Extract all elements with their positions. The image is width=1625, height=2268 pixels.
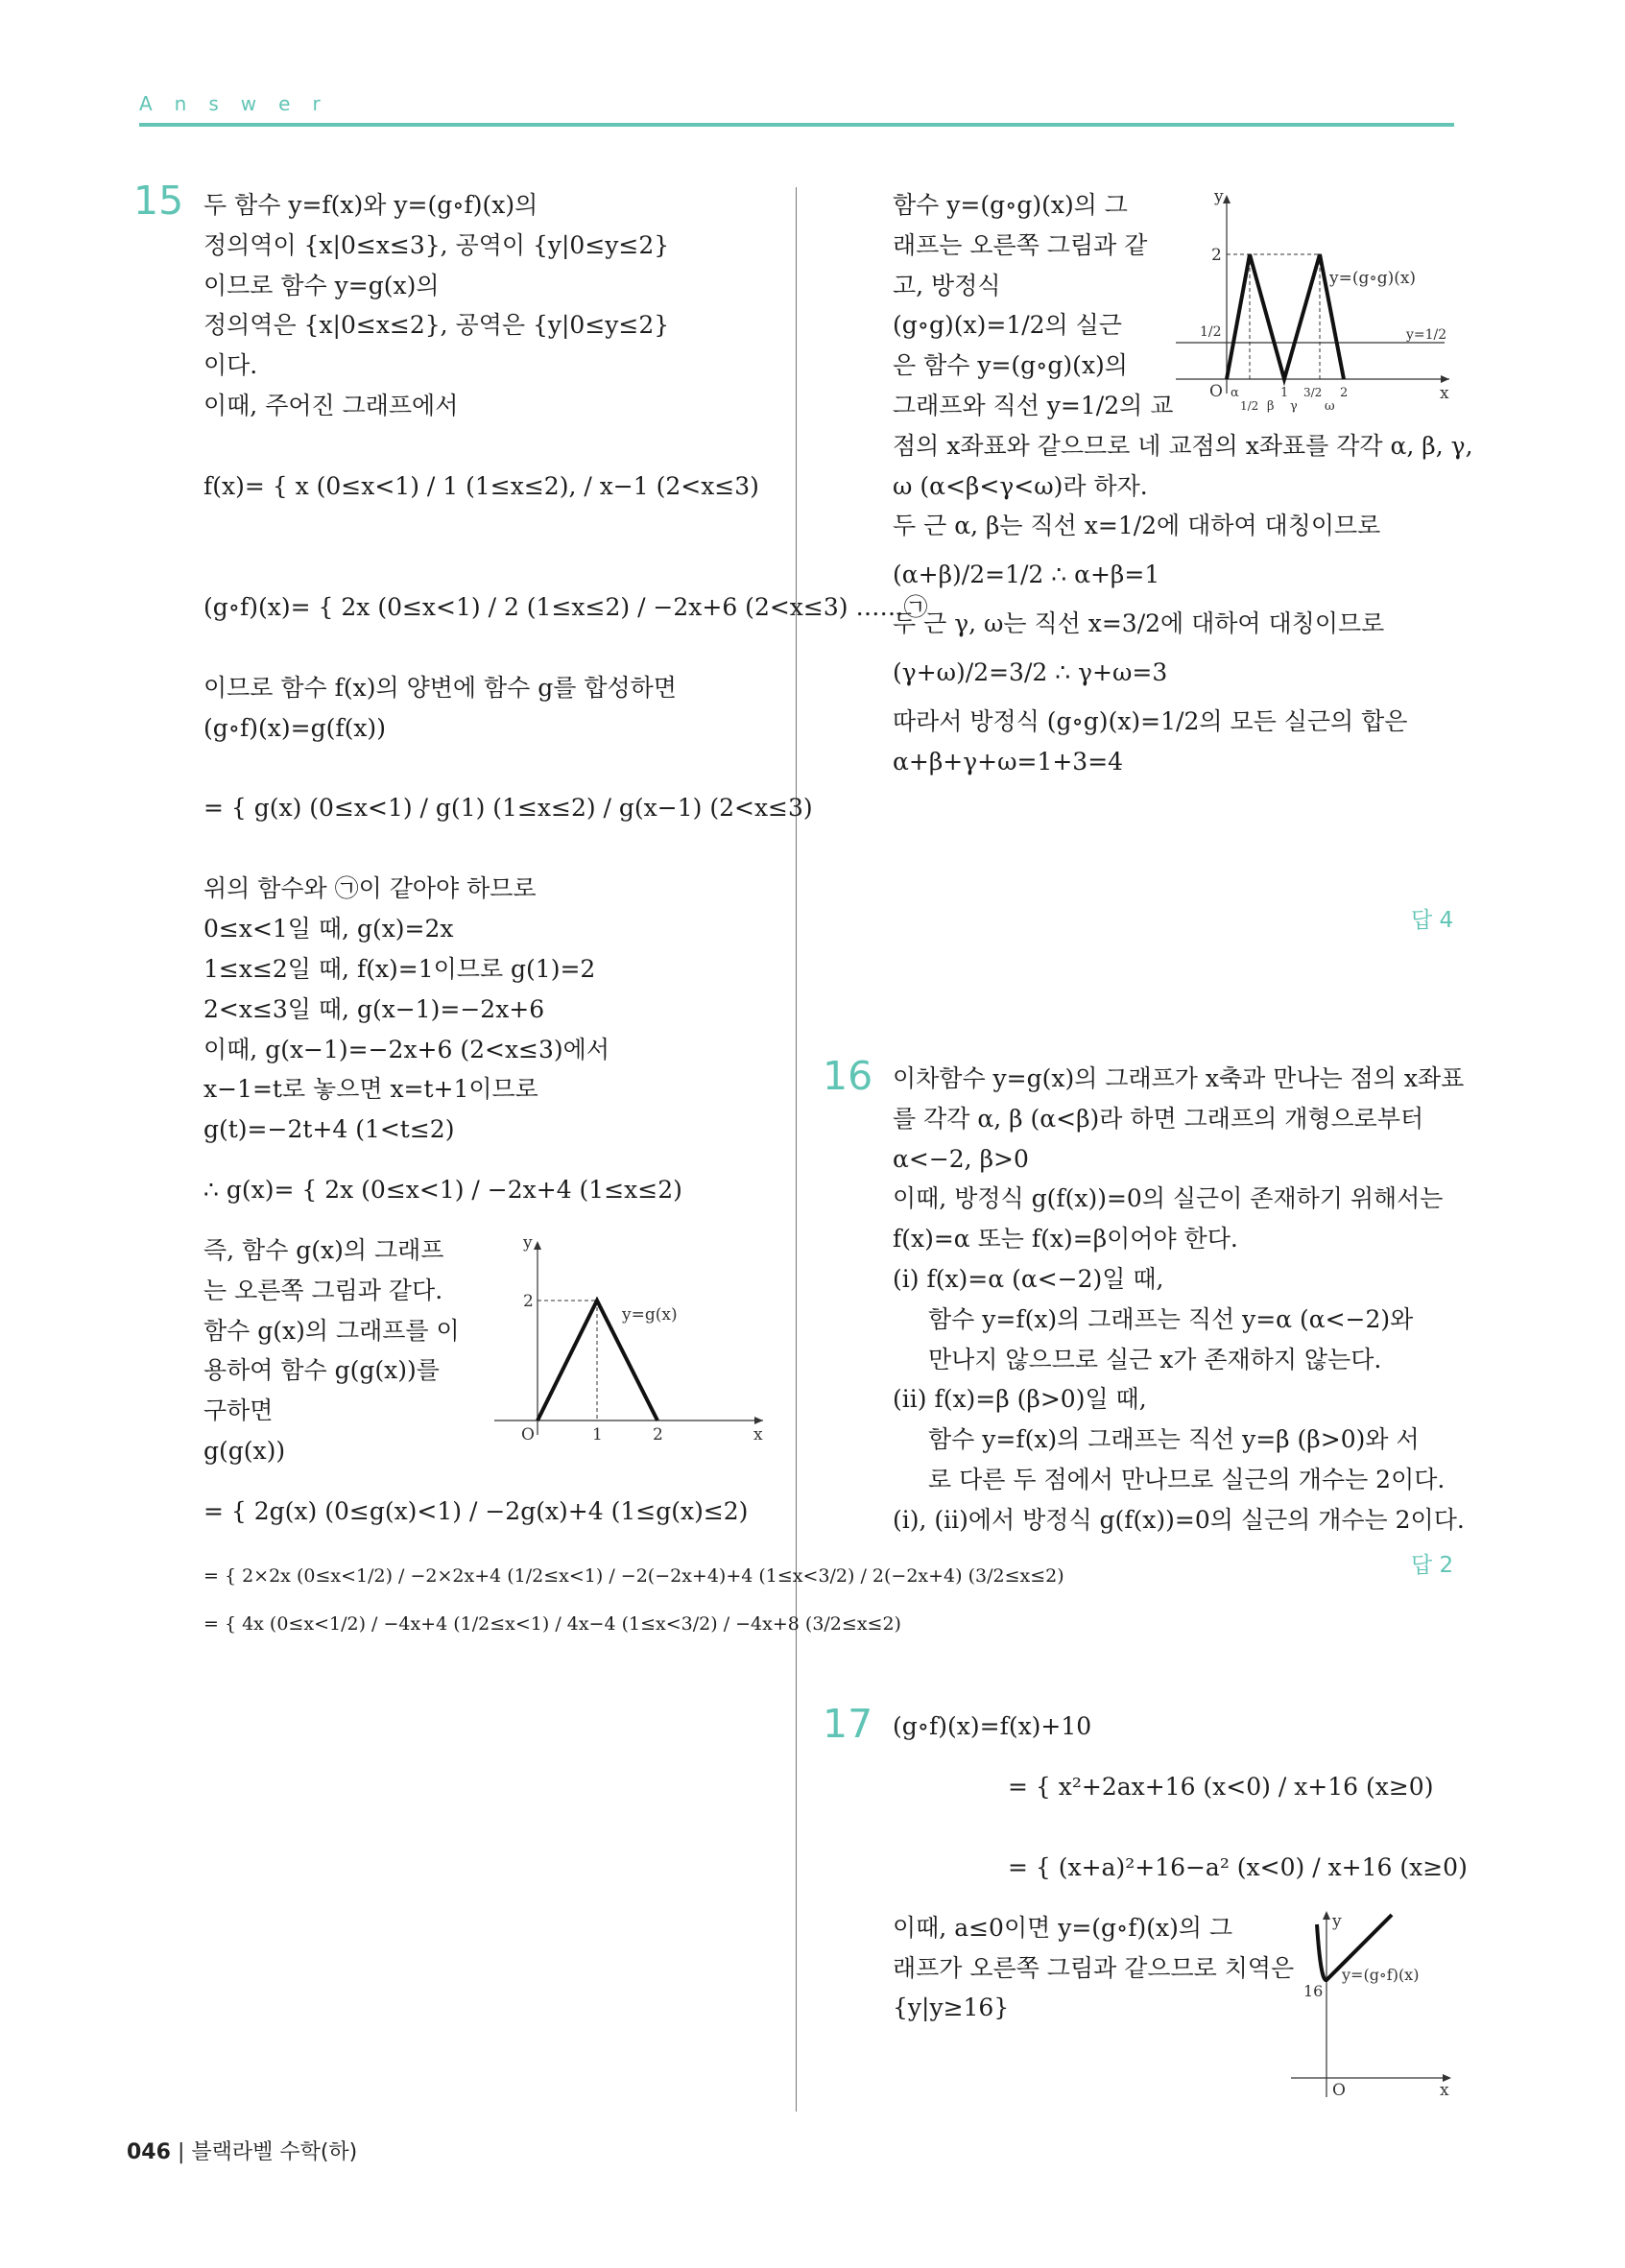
text-line: 그래프와 직선 y=1/2의 교	[893, 391, 1174, 419]
curve-label: y=g(x)	[622, 1305, 678, 1325]
problem-number-16: 16	[823, 1053, 873, 1099]
page-number: 046	[127, 2140, 171, 2164]
problem-number-15: 15	[133, 178, 184, 224]
origin-label: O	[1209, 382, 1223, 401]
text-line: {y|y≥16}	[893, 1993, 1010, 2022]
text-line: 이때, a≤0이면 y=(g∘f)(x)의 그	[893, 1913, 1233, 1942]
x-tick: 1/2	[1240, 399, 1259, 413]
axis-y-label: y	[1214, 187, 1224, 206]
axis-x-label: x	[1440, 384, 1449, 403]
text-line: (ⅰ), (ⅱ)에서 방정식 g(f(x))=0의 실근의 개수는 2이다.	[893, 1505, 1465, 1534]
text-line: 함수 g(x)의 그래프를 이	[203, 1316, 460, 1345]
text-line: (γ+ω)/2=3/2 ∴ γ+ω=3	[893, 657, 1168, 686]
text-line: 이차함수 y=g(x)의 그래프가 x축과 만나는 점의 x좌표	[893, 1064, 1465, 1092]
text-line: g(t)=−2t+4 (1<t≤2)	[203, 1115, 455, 1144]
text-line: 함수 y=(g∘g)(x)의 그	[893, 191, 1128, 219]
text-line: 래프가 오른쪽 그림과 같으므로 치역은	[893, 1953, 1295, 1982]
y-tick-half: 1/2	[1200, 324, 1222, 340]
text-line: 위의 함수와 ㉠이 같아야 하므로	[203, 874, 537, 903]
formula-gfx: = { g(x) (0≤x<1) / g(1) (1≤x≤2) / g(x−1) (2<x≤3)	[203, 794, 813, 823]
text-line: f(x)=α 또는 f(x)=β이어야 한다.	[893, 1225, 1238, 1253]
text-line: 이다.	[203, 351, 258, 380]
text-line: (g∘g)(x)=1/2의 실근	[893, 311, 1122, 340]
text-line: 구하면	[203, 1397, 274, 1425]
x-tick: 2	[1340, 386, 1349, 400]
formula-ggx-2: = { 2×2x (0≤x<1/2) / −2×2x+4 (1/2≤x<1) / −2(−2x+4)+4 (1≤x<3/2) / 2(−2x+4) (3/2≤x≤2)	[203, 1564, 1064, 1587]
text-line: 래프는 오른쪽 그림과 같	[893, 230, 1148, 259]
graph-gf	[1286, 1905, 1459, 2116]
text-line: 이므로 함수 y=g(x)의	[203, 271, 440, 299]
formula-line: = { (x+a)²+16−a² (x<0) / x+16 (x≥0)	[1008, 1852, 1468, 1881]
text-line: α<−2, β>0	[893, 1144, 1029, 1173]
header-label: Answer	[139, 92, 343, 115]
text-line: 은 함수 y=(g∘g)(x)의	[893, 351, 1128, 380]
curve-label: y=(g∘g)(x)	[1329, 269, 1417, 288]
text-line: α+β+γ+ω=1+3=4	[893, 747, 1124, 776]
text-line: 점의 x좌표와 같으므로 네 교점의 x좌표를 각각 α, β, γ,	[893, 431, 1473, 460]
text-line: (g∘f)(x)=g(f(x))	[203, 713, 386, 742]
problem-number-17: 17	[823, 1701, 873, 1747]
book-title: 블랙라벨 수학(하)	[191, 2140, 358, 2164]
x-tick: β	[1267, 399, 1275, 414]
x-tick: 3/2	[1303, 386, 1323, 399]
x-tick: α	[1231, 386, 1239, 400]
text-line: 용하여 함수 g(g(x))를	[203, 1356, 440, 1385]
origin-label: O	[521, 1425, 535, 1444]
text-line: 두 함수 y=f(x)와 y=(g∘f)(x)의	[203, 191, 538, 219]
axis-x-label: x	[753, 1425, 763, 1444]
formula-g: ∴ g(x)= { 2x (0≤x<1) / −2x+4 (1≤x≤2)	[203, 1175, 682, 1204]
axis-y-label: y	[523, 1233, 533, 1253]
header-rule	[139, 123, 1454, 127]
answer-15: 답 4	[1411, 908, 1454, 933]
text-line: 이므로 함수 f(x)의 양변에 함수 g를 합성하면	[203, 673, 677, 702]
text-line: 이때, 주어진 그래프에서	[203, 391, 459, 419]
formula-f: f(x)= { x (0≤x<1) / 1 (1≤x≤2), / x−1 (2<x≤3)	[203, 471, 759, 500]
text-line: 고, 방정식	[893, 271, 1001, 299]
text-line: ω (α<β<γ<ω)라 하자.	[893, 471, 1148, 500]
text-line: 따라서 방정식 (g∘g)(x)=1/2의 모든 실근의 합은	[893, 706, 1408, 735]
text-line: 로 다른 두 점에서 만나므로 실근의 개수는 2이다.	[928, 1465, 1446, 1493]
text-line: x−1=t로 놓으면 x=t+1이므로	[203, 1075, 538, 1104]
x-tick-2: 2	[653, 1425, 663, 1444]
footer-separator: |	[177, 2140, 192, 2164]
y-tick-16: 16	[1303, 1982, 1324, 2000]
text-line: (g∘f)(x)=f(x)+10	[893, 1712, 1092, 1740]
formula-ggx-3: = { 4x (0≤x<1/2) / −4x+4 (1/2≤x<1) / 4x−4 (1≤x<3/2) / −4x+8 (3/2≤x≤2)	[203, 1612, 901, 1635]
text-line: 정의역은 {x|0≤x≤2}, 공역은 {y|0≤y≤2}	[203, 311, 670, 340]
y-tick-2: 2	[1211, 246, 1222, 265]
line-label: y=1/2	[1406, 327, 1447, 343]
axis-x-label: x	[1440, 2081, 1449, 2100]
text-line: 이때, g(x−1)=−2x+6 (2<x≤3)에서	[203, 1035, 609, 1063]
footer	[127, 2136, 357, 2165]
x-tick: ω	[1325, 399, 1335, 414]
text-line: 이때, 방정식 g(f(x))=0의 실근이 존재하기 위해서는	[893, 1184, 1444, 1213]
answer-16: 답 2	[1411, 1553, 1454, 1578]
text-line: 를 각각 α, β (α<β)라 하면 그래프의 개형으로부터	[893, 1104, 1424, 1133]
text-line: 함수 y=f(x)의 그래프는 직선 y=β (β>0)와 서	[928, 1425, 1420, 1454]
text-line: (ⅰ) f(x)=α (α<−2)일 때,	[893, 1264, 1164, 1293]
text-line: 만나지 않으므로 실근 x가 존재하지 않는다.	[928, 1345, 1382, 1373]
text-line: 정의역이 {x|0≤x≤3}, 공역이 {y|0≤y≤2}	[203, 230, 670, 259]
text-line: 두 근 γ, ω는 직선 x=3/2에 대하여 대칭이므로	[893, 609, 1385, 638]
text-line: 함수 y=f(x)의 그래프는 직선 y=α (α<−2)와	[928, 1304, 1414, 1333]
text-line: 0≤x<1일 때, g(x)=2x	[203, 915, 454, 943]
formula-gf: (g∘f)(x)= { 2x (0≤x<1) / 2 (1≤x≤2) / −2x+6 (2<x≤3) ……㉠	[203, 592, 928, 621]
x-tick: γ	[1290, 399, 1298, 414]
text-line: g(g(x))	[203, 1436, 286, 1465]
text-line: 는 오른쪽 그림과 같다.	[203, 1276, 443, 1304]
x-tick-1: 1	[592, 1425, 603, 1444]
x-tick: 1	[1280, 386, 1289, 400]
text-line: (ⅱ) f(x)=β (β>0)일 때,	[893, 1385, 1147, 1414]
text-line: 1≤x≤2일 때, f(x)=1이므로 g(1)=2	[203, 954, 596, 983]
text-line: 두 근 α, β는 직선 x=1/2에 대하여 대칭이므로	[893, 512, 1381, 540]
graph-gg	[1171, 187, 1459, 427]
curve-label: y=(g∘f)(x)	[1342, 1966, 1420, 1984]
text-line: 즉, 함수 g(x)의 그래프	[203, 1235, 444, 1264]
text-line: (α+β)/2=1/2 ∴ α+β=1	[893, 561, 1160, 589]
p16-column	[893, 1059, 1465, 1540]
formula-line: = { x²+2ax+16 (x<0) / x+16 (x≥0)	[1008, 1772, 1434, 1801]
y-tick-2: 2	[523, 1292, 534, 1311]
graph-g	[485, 1233, 773, 1444]
formula-ggx-1: = { 2g(x) (0≤g(x)<1) / −2g(x)+4 (1≤g(x)≤2)	[203, 1496, 749, 1525]
text-line: 2<x≤3일 때, g(x−1)=−2x+6	[203, 994, 545, 1023]
axis-y-label: y	[1332, 1912, 1342, 1931]
origin-label: O	[1332, 2081, 1346, 2100]
